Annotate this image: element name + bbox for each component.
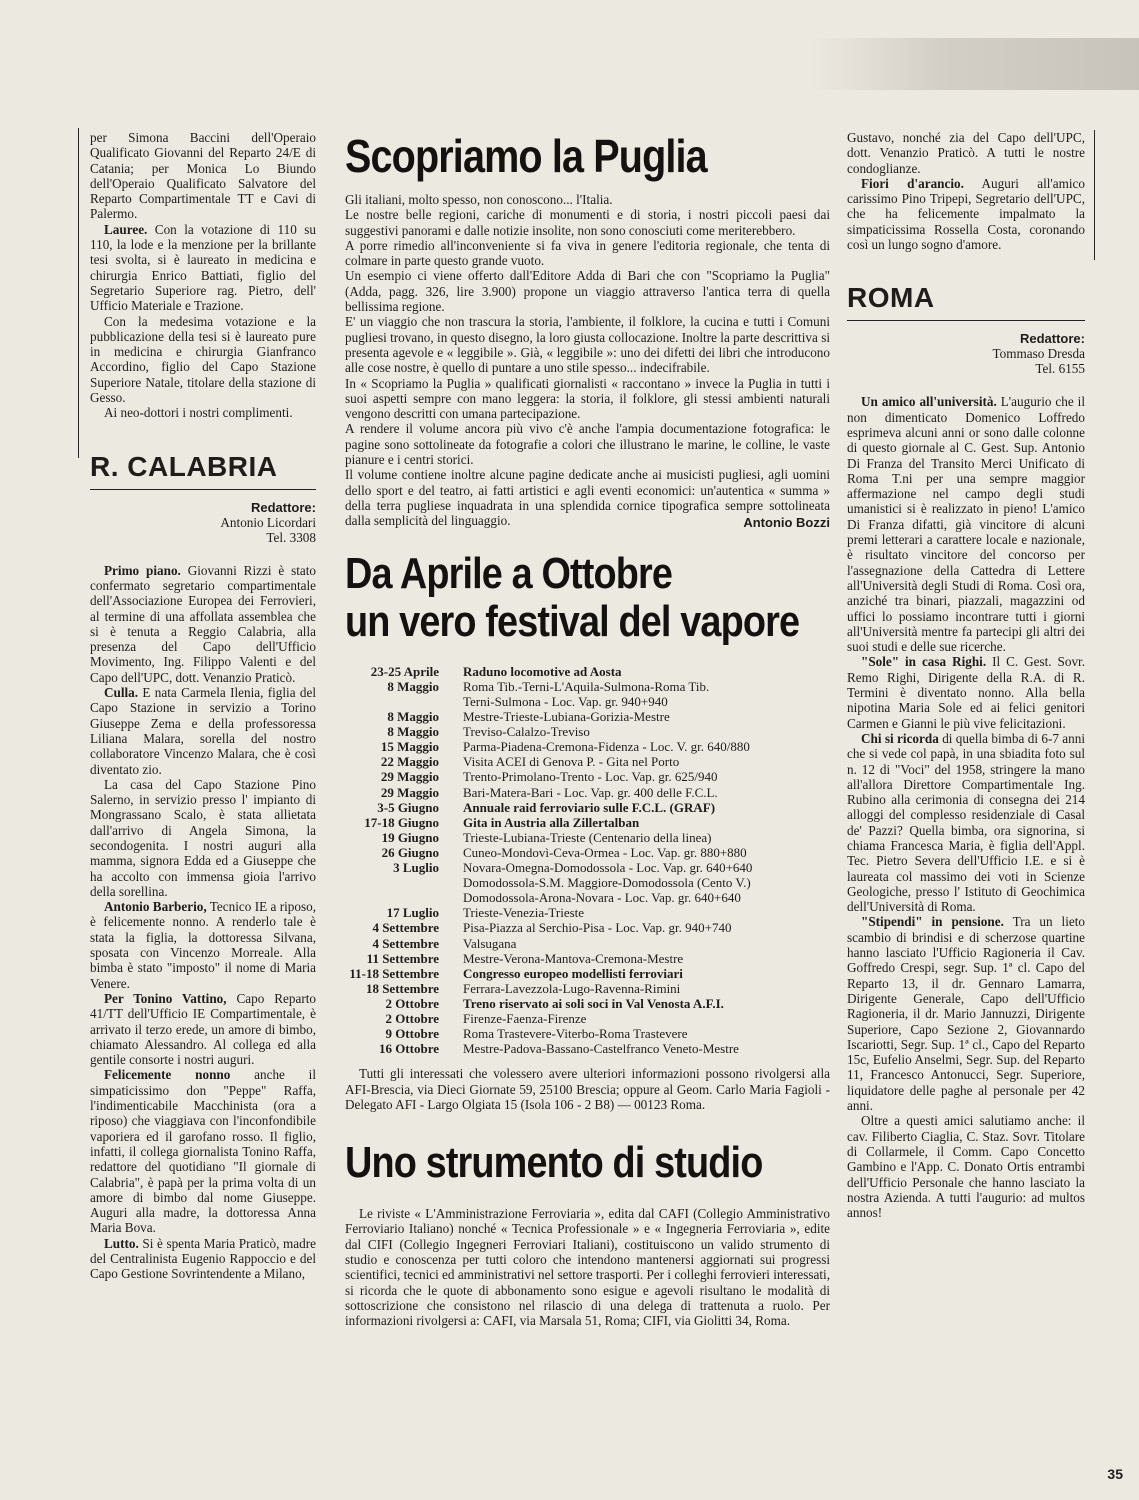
schedule-date: 2 Ottobre	[385, 995, 439, 1011]
schedule-date: 19 Giugno	[381, 829, 439, 845]
vattino-text: Capo Reparto 41/TT dell'Ufficio IE Compartimentale, è arrivato il terzo erede, un amore di bimbo, chiamato Alessandro. Al collega ed alla gentile consorte i nostri auguri.	[90, 990, 317, 1068]
schedule-date: 16 Ottobre	[378, 1041, 439, 1057]
calabria-editor-name: Antonio Licordari	[220, 514, 316, 530]
vattino-lead: Per Tonino Vattino,	[104, 990, 227, 1006]
schedule-event: Gita in Austria alla Zillertalban	[463, 814, 640, 830]
calabria-editor-label: Redattore:	[250, 499, 316, 515]
schedule-row	[343, 905, 828, 920]
roma-editor-name: Tommaso Dresda	[992, 346, 1085, 362]
schedule-event: Annuale raid ferroviario sulle F.C.L. (GRAF)	[463, 799, 716, 815]
lauree-para-2: Con la medesima votazione e la pubblicazione della tesi si è laureato pure in medicina e chirurgia Gianfranco Accordino, figlio del Capo Stazione Superiore Natale, titolare della stazione di Gesso.	[90, 313, 316, 406]
roma-editor-label: Redattore:	[1019, 331, 1085, 347]
vapore-article-title	[345, 548, 800, 646]
schedule-row	[343, 709, 828, 724]
schedule-row	[343, 754, 828, 769]
schedule-event: Firenze-Faenza-Firenze	[463, 1010, 587, 1026]
lutto-lead: Lutto.	[104, 1235, 139, 1251]
schedule-event: Raduno locomotive ad Aosta	[463, 663, 622, 679]
lauree-lead: Lauree.	[104, 221, 148, 237]
schedule-event: Parma-Piadena-Cremona-Fidenza - Loc. V. gr. 640/880	[463, 739, 750, 755]
puglia-para-1: Gli italiani, molto spesso, non conoscono... l'Italia.	[345, 192, 613, 207]
vapore-title-line-2: un vero festival del vapore	[345, 596, 800, 646]
right-intro: Gustavo, nonché zia del Capo dell'UPC, dott. Venanzio Praticò. A tutti le nostre condoglianze.	[847, 130, 1085, 176]
schedule-event: Trieste-Lubiana-Trieste (Centenario della linea)	[463, 829, 712, 845]
left-intro: per Simona Baccini dell'Operaio Qualificato Giovanni del Reparto 24/E di Catania; per Monica Lo Biundo dell'Operaio Qualificato Salvatore del Reparto Compartimentale TT e Cavi di Palermo.	[90, 130, 316, 222]
sole-lead: "Sole" in casa Righi.	[861, 654, 987, 670]
schedule-event: Congresso europeo modellisti ferroviari	[463, 965, 683, 981]
schedule-row	[343, 694, 828, 709]
studio-article-title: Uno strumento di studio	[345, 1138, 763, 1188]
schedule-event: Mestre-Padova-Bassano-Castelfranco Veneto-Mestre	[463, 1041, 739, 1057]
schedule-date: 18 Settembre	[365, 980, 439, 996]
page-number: 35	[1107, 1466, 1123, 1482]
schedule-date: 8 Maggio	[387, 724, 439, 740]
schedule-row	[343, 845, 828, 860]
schedule-row	[343, 785, 828, 800]
schedule-date	[343, 875, 463, 890]
vapore-title-line-1: Da Aprile a Ottobre	[345, 548, 673, 598]
schedule-date: 17 Luglio	[386, 905, 439, 921]
schedule-event: Bari-Matera-Bari - Loc. Vap. gr. 400 delle F.C.L.	[463, 784, 718, 800]
schedule-event: Terni-Sulmona - Loc. Vap. gr. 940+940	[463, 694, 668, 710]
right-column	[847, 130, 1085, 1220]
sole-text: Il C. Gest. Sovr. Remo Righi, Dirigente della R.A. di R. Termini è diventato nonno. Alla bella nipotina Maria Sole ed ai felici genitori Carmen e Gianni le più vive felicitazioni.	[847, 654, 1085, 731]
stipendi-lead: "Stipendi" in pensione.	[861, 914, 1004, 930]
primo-piano-text: Giovanni Rizzi è stato confermato segretario compartimentale dell'Associazione Europea dei Ferrovieri, al termine di una affollata assemblea che si è tenuta a Reggio Calabria, alla presenza del Capo dell'Ufficio Movimento, Ing. Filippo Valenti e del Capo dell'UPC, dott. Venanzio Praticò.	[90, 562, 317, 685]
puglia-para-6: In « Scopriamo la Puglia » qualificati giornalisti « raccontano » invece la Puglia in tutti i suoi aspetti sempre con mano leggera: la storia, il folklore, gli stessi ambienti naturali vengono descritti con umana partecipazione.	[345, 375, 830, 422]
schedule-event: Treviso-Calalzo-Treviso	[463, 724, 590, 740]
middle-column	[345, 122, 830, 1329]
schedule-date: 22 Maggio	[380, 754, 439, 770]
schedule-row	[343, 800, 828, 815]
fiori-lead: Fiori d'arancio.	[861, 175, 964, 191]
barberio-lead: Antonio Barberio,	[104, 899, 207, 915]
schedule-event: Trieste-Venezia-Trieste	[463, 905, 585, 921]
schedule-row	[343, 830, 828, 845]
schedule-row	[343, 936, 828, 951]
roma-title-rule	[847, 320, 1085, 321]
culla-text: E nata Carmela Ilenia, figlia del Capo Stazione in servizio a Torino Giuseppe Zema e della professoressa Liliana Malara, sorella del nostro collaboratore Vincenzo Malara, che è così diventato zio.	[90, 685, 316, 777]
ricorda-lead: Chi si ricorda	[861, 730, 939, 746]
schedule-event: Pisa-Piazza al Serchio-Pisa - Loc. Vap. gr. 940+740	[463, 920, 732, 936]
calabria-editor-block	[90, 500, 316, 545]
schedule-row	[343, 860, 828, 875]
schedule-event: Mestre-Trieste-Lubiana-Gorizia-Mestre	[463, 709, 670, 725]
schedule-date: 29 Maggio	[380, 769, 439, 785]
schedule-event: Roma Tib.-Terni-L'Aquila-Sulmona-Roma Tib.	[463, 678, 710, 694]
calabria-editor-tel: Tel. 3308	[266, 529, 316, 545]
ricorda-text: di quella bimba di 6-7 anni che si vede col papà, in una sbiadita foto sul n. 12 di "Voci" del 1958, stringere la mano all'allora Direttore Compartimentale Ing. Rubino alla cerimonia di consegna dei 214 alloggi del complesso residenziale di Casal de' Pazzi? Quella bimba, ora signorina, si chiama Francesca Maria, è figlia dell'Appl. Tec. Pietro Severa dell'Ufficio I.E. e si è laureata col massimo dei voti in Scienze Geologiche, presso l' Istituto di Geochimica dell'Università di Roma.	[847, 730, 1086, 915]
schedule-row	[343, 769, 828, 784]
roma-section-title: ROMA	[847, 282, 935, 314]
schedule-date: 9 Ottobre	[385, 1026, 439, 1042]
studio-text: Le riviste « L'Amministrazione Ferroviaria », edita dal CAFI (Collegio Amministrativo Ferroviario Italiano) nonché « Tecnica Professionale » e « Ingegneria Ferroviaria », edite dal CIFI (Collegio Ingegneri Ferroviari Italiani), costituiscono un valido strumento di studio e conoscenza per tutti coloro che intendono mantenersi aggiornati sui progressi scientifici, tecnici ed amministrativi nel settore trasporti. Per i colleghi ferrovieri interessati, si ricorda che le quote di abbonamento sono esigue e agevoli risultano le modalità di sottoscrizione che consistono nel rilascio di una delega di trattenuta a ruolo. Per informazioni rivolgersi a: CAFI, via Marsala 51, Roma; CIFI, via Giolitti 34, Roma.	[345, 1206, 830, 1329]
schedule-row	[343, 1041, 828, 1056]
lauree-para-3: Ai neo-dottori i nostri complimenti.	[104, 405, 293, 421]
schedule-date	[343, 890, 463, 905]
culla-lead: Culla.	[104, 685, 139, 701]
schedule-row	[343, 724, 828, 739]
schedule-row	[343, 951, 828, 966]
left-column	[90, 130, 316, 1282]
schedule-event: Treno riservato ai soli soci in Val Venosta A.F.I.	[463, 995, 724, 1011]
lauree-text: Con la votazione di 110 su 110, la lode e la menzione per la brillante tesi svolta, si è laureato in medicina e chirurgia Enrico Battiati, figlio del Segretario Superiore rag. Pietro, dell' Ufficio Materiale e Trazione.	[90, 221, 316, 314]
schedule-date: 4 Settembre	[372, 920, 439, 936]
steam-events-schedule	[343, 664, 828, 1056]
schedule-row	[343, 664, 828, 679]
schedule-row	[343, 966, 828, 981]
lutto-text: Si è spenta Maria Praticò, madre del Centralinista Eugenio Rappoccio e del Capo Gestione Sovrintendente a Milano,	[90, 1235, 316, 1282]
schedule-row	[343, 679, 828, 694]
schedule-date: 11 Settembre	[366, 950, 439, 966]
amico-lead: Un amico all'università.	[861, 394, 997, 410]
puglia-para-8: Il volume contiene inoltre alcune pagine dedicate anche ai musicisti pugliesi, agli uomini dello sport e del teatro, ai fatti artistici e agli eventi economici: un'autentica « summa » della terra pugliese inquadrata in una splendida cornice tipografica sempre sottolineata dalla semplicità del linguaggio.	[345, 467, 830, 529]
schedule-row	[343, 739, 828, 754]
roma-editor-block	[847, 331, 1085, 376]
schedule-date: 3-5 Giugno	[377, 799, 439, 815]
barberio-text: Tecnico IE a riposo, è felicemente nonno. A renderlo tale è stata la figlia, la dottoressa Silvana, sposata con Vincenzo Morreale. Alla bimba è stato "imposto" il nome di Maria Venere.	[90, 899, 316, 991]
roma-editor-tel: Tel. 6155	[1035, 361, 1085, 377]
schedule-event: Mestre-Verona-Mantova-Cremona-Mestre	[463, 950, 684, 966]
schedule-event: Roma Trastevere-Viterbo-Roma Trastevere	[463, 1026, 688, 1042]
amico-text: L'augurio che il non dimenticato Domenico Loffredo esprimeva alcuni anni or sono dalle colonne di questo giornale al C. Gest. Sup. Antonio Di Franza del Transito Merci Unificato di Roma T.ni per una sempre maggior affermazione nel campo degli studi umanistici si è realizzato in pieno! L'amico Di Franza difatti, già vincitore di alcuni premi letterari a carattere locale e nazionale, è risultato vincitore del concorso per l'assegnazione della Cattedra di Lettere all'Università degli Studi di Roma. Così ora, anziché tra binari, piazzali, magazzini od uffici lo possiamo incontrare tutti i giorni all'Università mentre fa partecipi gli altri dei suoi studi e delle sue ricerche.	[847, 394, 1085, 655]
schedule-date: 3 Luglio	[393, 860, 439, 876]
column-rule-right	[1094, 130, 1095, 260]
schedule-event: Domodossola-Arona-Novara - Loc. Vap. gr. 640+640	[463, 890, 741, 906]
schedule-event: Valsugana	[463, 935, 517, 951]
schedule-event: Ferrara-Lavezzola-Lugo-Ravenna-Rimini	[463, 980, 681, 996]
schedule-row	[343, 981, 828, 996]
primo-piano-lead: Primo piano.	[104, 562, 181, 578]
schedule-event: Domodossola-S.M. Maggiore-Domodossola (Cento V.)	[463, 875, 751, 891]
stipendi-text: Tra un lieto scambio di brindisi e di scherzose quartine hanno lasciato l'Ufficio Ragioneria il Cav. Goffredo Crespi, segr. Sup. 1ª cl. Capo del Reparto 13, il dr. Gennaro Lamarra, Dirigente Generale, Capo dell'Ufficio Ragioneria, il dr. Mario Jannuzzi, Dirigente Superiore, Capo Sezione 2, Giovannardo Iscariotti, Segr. Sup. 1ª cl., Capo del Reparto 15c, Eufelio Anselmi, Segr. Sup. del Reparto 11, Francesco Antonucci, Segr. Superiore, liquidatore delle paghe al personale per 42 anni.	[847, 914, 1085, 1114]
schedule-date: 17-18 Giugno	[364, 814, 439, 830]
schedule-date	[343, 694, 463, 709]
schedule-date: 8 Maggio	[387, 709, 439, 725]
schedule-row	[343, 920, 828, 935]
schedule-date: 23-25 Aprile	[370, 663, 439, 679]
nonno-lead: Felicemente nonno	[104, 1067, 231, 1083]
puglia-para-2: Le nostre belle regioni, cariche di monumenti e di storia, i nostri piccoli paesi dai suggestivi panorami e dalle notizie insolite, non sono conosciuti come meriterebbero.	[345, 207, 830, 238]
schedule-date: 2 Ottobre	[385, 1010, 439, 1026]
schedule-event: Trento-Primolano-Trento - Loc. Vap. gr. 625/940	[463, 769, 718, 785]
schedule-row	[343, 890, 828, 905]
calabria-section-title: R. CALABRIA	[90, 450, 278, 482]
schedule-row	[343, 1026, 828, 1041]
puglia-para-4: Un esempio ci viene offerto dall'Editore Adda di Bari che con "Scopriamo la Puglia" (Adda, pagg. 326, lire 3.900) propone un viaggio attraverso l'antica terra di quella bellissima regione.	[345, 268, 830, 315]
schedule-row	[343, 996, 828, 1011]
schedule-row	[343, 875, 828, 890]
schedule-date: 11-18 Settembre	[349, 965, 439, 981]
schedule-event: Novara-Omegna-Domodossola - Loc. Vap. gr. 640+640	[463, 860, 753, 876]
page-header-mark	[810, 38, 1139, 90]
puglia-para-3: A porre rimedio all'inconveniente si fa viva in genere l'editoria regionale, che tenta di colmare in parte questo grande vuoto.	[345, 237, 830, 269]
schedule-date: 8 Maggio	[387, 678, 439, 694]
puglia-article-title: Scopriamo la Puglia	[345, 130, 707, 182]
puglia-author-signature: Antonio Bozzi	[743, 514, 830, 530]
casa-salerno-text: La casa del Capo Stazione Pino Salerno, in servizio presso l' impianto di Mongrassano Scalo, è stata allietata dall'arrivo di Angela Simona, la secondogenita. I nostri auguri alla mamma, signora Edda ed a Giuseppe che ha accolto con immensa gioia l'arrivo della sorellina.	[90, 776, 316, 899]
schedule-date: 29 Maggio	[380, 784, 439, 800]
nonno-text: anche il simpaticissimo don "Peppe" Raffa, l'indimenticabile Macchinista (ora a riposo) che viaggiava con l'inconfondibile vaporiera ed il garofano rosso. Il figlio, infatti, il collega giornalista Tonino Raffa, redattore del quotidiano "Il giornale di Calabria", è papà per la prima volta di un amore di bimbo dal nome Giuseppe. Auguri alla madre, la dottoressa Anna Maria Bova.	[90, 1067, 317, 1236]
vapore-footer-text: Tutti gli interessati che volessero avere ulteriori informazioni possono rivolgersi alla AFI-Brescia, via Dieci Giornate 59, 25100 Brescia; oppure al Geom. Carlo Maria Fagioli - Delegato AFI - Largo Olgiata 15 (Isola 106 - 2 B8) — 00123 Roma.	[345, 1066, 830, 1112]
schedule-event: Cuneo-Mondovì-Ceva-Ormea - Loc. Vap. gr. 880+880	[463, 844, 747, 860]
oltre-text: Oltre a questi amici salutiamo anche: il cav. Filiberto Ciaglia, C. Staz. Sovr. Titolare di Collarmele, il Comm. Capo Concetto Gambino e l'App. C. Donato Ortis entrambi dell'Ufficio Personale che hanno lasciato la nostra Azienda. A tutti l'augurio: ad multos annos!	[847, 1113, 1085, 1221]
puglia-para-5: E' un viaggio che non trascura la storia, l'ambiente, il folklore, la cucina e tutti i Comuni pugliesi trovano, in questo disegno, la loro giusta collocazione. Inoltre la parte descrittiva si presenta agevole e « leggibile ». Già, « leggibile »: uno dei difetti dei libri che introducono alle cose nostre, è quello di puntare a uno stile spesso... indecifrabile.	[345, 314, 830, 376]
puglia-para-7: A rendere il volume ancora più vivo c'è anche l'ampia documentazione fotografica: le pagine sono sottolineate da fotografie a colori che illustrano le marine, le colline, le vaste pianure e i centri storici.	[345, 421, 830, 468]
calabria-title-rule	[90, 489, 316, 490]
fiori-text: Auguri all'amico carissimo Pino Tripepi, Segretario dell'UPC, che ha felicemente impalmato la simpaticissima Rossella Costa, coronando così un lungo sogno d'amore.	[847, 175, 1085, 253]
column-rule-left	[78, 128, 79, 458]
schedule-row	[343, 1011, 828, 1026]
schedule-event: Visita ACEI di Genova P. - Gita nel Porto	[463, 754, 680, 770]
schedule-date: 26 Giugno	[381, 844, 439, 860]
schedule-date: 15 Maggio	[380, 739, 439, 755]
schedule-date: 4 Settembre	[372, 935, 439, 951]
schedule-row	[343, 815, 828, 830]
